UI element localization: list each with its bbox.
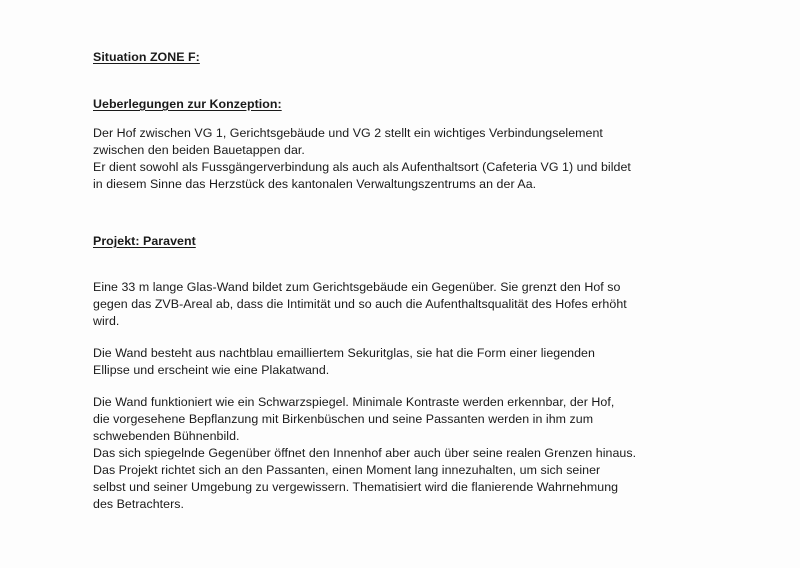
paragraph2-line: Die Wand besteht aus nachtblau emailliertem Sekuritglas, sie hat die Form einer liegenden [93, 346, 595, 360]
situation-heading: Situation ZONE F: [93, 50, 200, 64]
paragraph3-line: Die Wand funktioniert wie ein Schwarzspiegel. Minimale Kontraste werden erkennbar, der Hof, [93, 395, 615, 409]
konzeption-line: Er dient sowohl als Fussgängerverbindung als auch als Aufenthaltsort (Cafeteria VG 1) und bildet [93, 160, 631, 174]
paragraph3-line: die vorgesehene Bepflanzung mit Birkenbüschen und seine Passanten werden in ihm zum [93, 412, 594, 426]
konzeption-line: Der Hof zwischen VG 1, Gerichtsgebäude und VG 2 stellt ein wichtiges Verbindungselement [93, 126, 603, 140]
projekt-heading: Projekt: Paravent [93, 234, 196, 248]
konzeption-line: zwischen den beiden Bauetappen dar. [93, 143, 305, 157]
paragraph1-line: Eine 33 m lange Glas-Wand bildet zum Gerichtsgebäude ein Gegenüber. Sie grenzt den Hof so [93, 280, 621, 294]
paragraph1-line: gegen das ZVB-Areal ab, dass die Intimität und so auch die Aufenthaltsqualität des Hofes erhöht [93, 297, 627, 311]
konzeption-line: in diesem Sinne das Herzstück des kantonalen Verwaltungszentrums an der Aa. [93, 177, 537, 191]
paragraph3-line: des Betrachters. [93, 497, 185, 511]
paragraph3-line: Das sich spiegelnde Gegenüber öffnet den Innenhof aber auch über seine realen Grenzen hinaus. [93, 446, 637, 460]
paragraph1-line: wird. [93, 314, 120, 328]
paragraph3-line: selbst und seiner Umgebung zu vergewissern. Thematisiert wird die flanierende Wahrnehmung [93, 480, 619, 494]
konzeption-heading: Ueberlegungen zur Konzeption: [93, 97, 282, 111]
paragraph2-line: Ellipse und erscheint wie eine Plakatwand. [93, 363, 330, 377]
paragraph3-line: schwebenden Bühnenbild. [93, 429, 240, 443]
paragraph3-line: Das Projekt richtet sich an den Passanten, einen Moment lang innezuhalten, um sich seiner [93, 463, 601, 477]
